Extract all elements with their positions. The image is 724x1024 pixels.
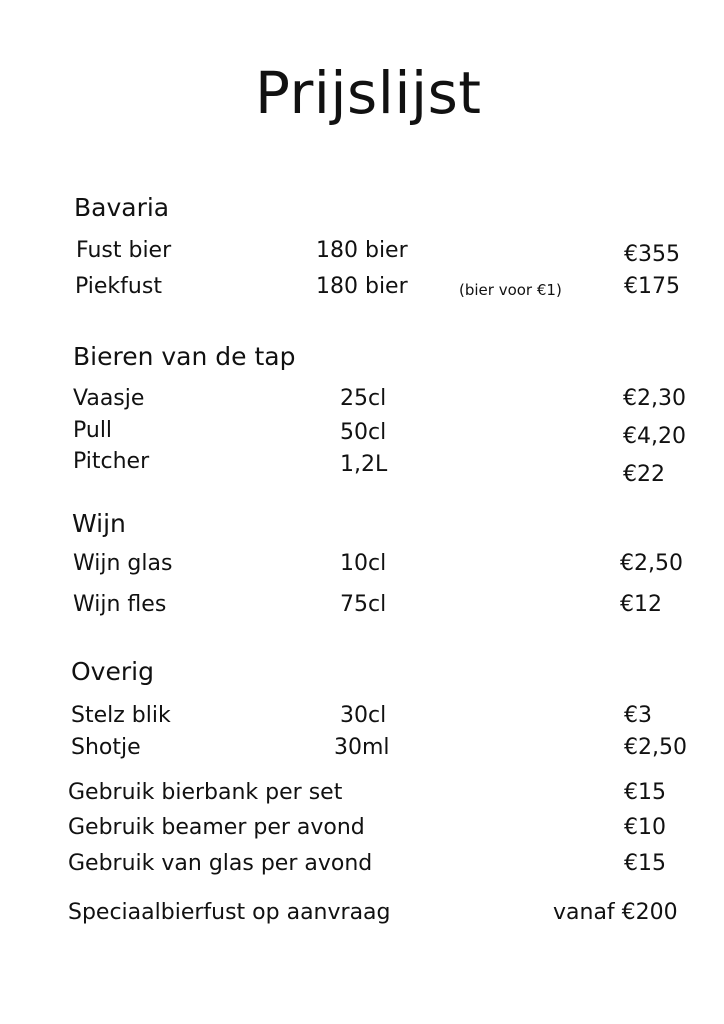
item-price: €22: [623, 462, 665, 487]
item-quantity: 75cl: [340, 592, 387, 617]
item-quantity: 25cl: [340, 386, 387, 411]
item-name: Fust bier: [76, 238, 172, 263]
item-name: Vaasje: [73, 386, 145, 411]
section-heading-overig: Overig: [71, 657, 154, 686]
item-price: €3: [624, 703, 652, 728]
item-price: €2,50: [620, 551, 683, 576]
extra-label: Gebruik van glas per avond: [68, 851, 373, 876]
item-name: Shotje: [71, 735, 141, 760]
item-quantity: 10cl: [340, 551, 387, 576]
item-quantity: 180 bier: [316, 274, 408, 299]
extra-label: Gebruik bierbank per set: [68, 780, 343, 805]
item-price: €175: [624, 274, 680, 299]
extra-price: €10: [624, 815, 666, 840]
item-name: Wijn fles: [73, 592, 167, 617]
item-price: €12: [620, 592, 662, 617]
section-heading-bavaria: Bavaria: [74, 193, 170, 222]
item-name: Piekfust: [75, 274, 162, 299]
section-heading-tap: Bieren van de tap: [73, 342, 296, 371]
item-name: Pitcher: [73, 449, 150, 474]
item-name: Wijn glas: [73, 551, 173, 576]
special-price: vanaf €200: [553, 900, 678, 925]
item-note: (bier voor €1): [459, 281, 562, 299]
extra-price: €15: [624, 780, 666, 805]
item-name: Pull: [73, 418, 113, 443]
item-name: Stelz blik: [71, 703, 171, 728]
extra-price: €15: [624, 851, 666, 876]
item-price: €355: [624, 242, 680, 267]
item-quantity: 1,2L: [340, 452, 388, 477]
section-heading-wijn: Wijn: [72, 509, 126, 538]
item-price: €2,30: [623, 386, 686, 411]
page-title: Prijslijst: [255, 59, 482, 127]
item-quantity: 50cl: [340, 420, 387, 445]
item-price: €2,50: [624, 735, 687, 760]
special-label: Speciaalbierfust op aanvraag: [68, 900, 391, 925]
item-price: €4,20: [623, 424, 686, 449]
extra-label: Gebruik beamer per avond: [68, 815, 365, 840]
item-quantity: 30cl: [340, 703, 387, 728]
item-quantity: 30ml: [334, 735, 390, 760]
item-quantity: 180 bier: [316, 238, 408, 263]
